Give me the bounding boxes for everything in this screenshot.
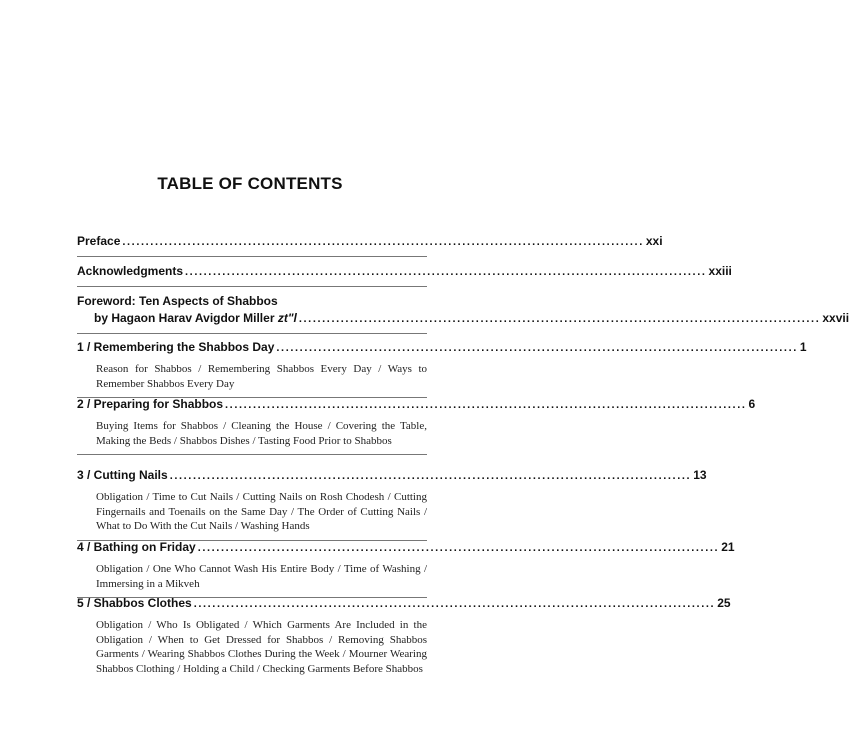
leader-dots: ................................................................................................................ <box>169 470 692 482</box>
page-number: 21 <box>721 540 735 554</box>
page-title: TABLE OF CONTENTS <box>157 174 343 193</box>
toc-entry-chapter-3[interactable] <box>77 468 707 541</box>
leader-dots: ................................................................................................................ <box>225 399 747 411</box>
entry-label: Foreword: Ten Aspects of Shabbos <box>77 294 278 308</box>
entry-label: 4 / Bathing on Friday <box>77 540 196 554</box>
toc-entry-acknowledgments[interactable] <box>77 264 732 287</box>
entry-label: 1 / Remembering the Shabbos Day <box>77 340 275 354</box>
leader-dots: ................................................................................................................ <box>193 598 716 610</box>
leader-dots: ................................................................................................................ <box>122 236 644 248</box>
entry-label: 2 / Preparing for Shabbos <box>77 397 224 411</box>
entry-label: Acknowledgments <box>77 264 184 278</box>
page-number: 25 <box>717 596 731 610</box>
page-number: xxiii <box>708 264 732 278</box>
chapter-topics: Buying Items for Shabbos / Cleaning the House / Covering the Table, Making the Beds / Shabbos Dishes / Tasting Food Prior to Shabbos <box>96 420 427 447</box>
chapter-topics: Obligation / Time to Cut Nails / Cutting Nails on Rosh Chodesh / Cutting Fingernails and Toenails on the Same Day / The Order of Cutting Nails / What to Do With the Cut Nails / Washing Hands <box>96 491 427 532</box>
leader-dots: ................................................................................................................ <box>276 342 798 354</box>
page-number: 1 <box>799 340 807 354</box>
divider <box>77 333 427 334</box>
divider <box>77 286 427 287</box>
toc-entry-chapter-2[interactable] <box>77 397 756 455</box>
toc-entry-foreword[interactable] <box>77 294 849 334</box>
toc-entry-preface[interactable] <box>77 234 663 257</box>
toc-entry-chapter-4[interactable] <box>77 540 735 598</box>
page-number: xxvii <box>822 311 849 325</box>
leader-dots: ................................................................................................................ <box>298 313 821 325</box>
chapter-topics: Reason for Shabbos / Remembering Shabbos Every Day / Ways to Remember Shabbos Every Day <box>96 363 427 390</box>
toc-entry-chapter-1[interactable] <box>77 340 807 398</box>
entry-label: 5 / Shabbos Clothes <box>77 596 192 610</box>
page-number: 13 <box>693 468 707 482</box>
chapter-topics: Obligation / One Who Cannot Wash His Entire Body / Time of Washing / Immersing in a Mikveh <box>96 563 427 590</box>
entry-label: 3 / Cutting Nails <box>77 468 168 482</box>
entry-label-byline: by Hagaon Harav Avigdor Miller zt"l <box>94 311 297 325</box>
chapter-topics: Obligation / Who Is Obligated / Which Garments Are Included in the Obligation / When to Get Dressed for Shabbos / Removing Shabbos Garments / Wearing Shabbos Clothes During the Week / Mourner Wearing Shabbos Clothing / Holding a Child / Checking Garments Before Shabbos <box>96 619 427 675</box>
divider <box>77 454 427 455</box>
divider <box>77 256 427 257</box>
page-number: xxi <box>645 234 663 248</box>
leader-dots: ................................................................................................................ <box>185 266 707 278</box>
entry-label: Preface <box>77 234 121 248</box>
page-number: 6 <box>748 397 756 411</box>
toc-entry-chapter-5[interactable] <box>77 596 731 676</box>
leader-dots: ................................................................................................................ <box>197 542 720 554</box>
